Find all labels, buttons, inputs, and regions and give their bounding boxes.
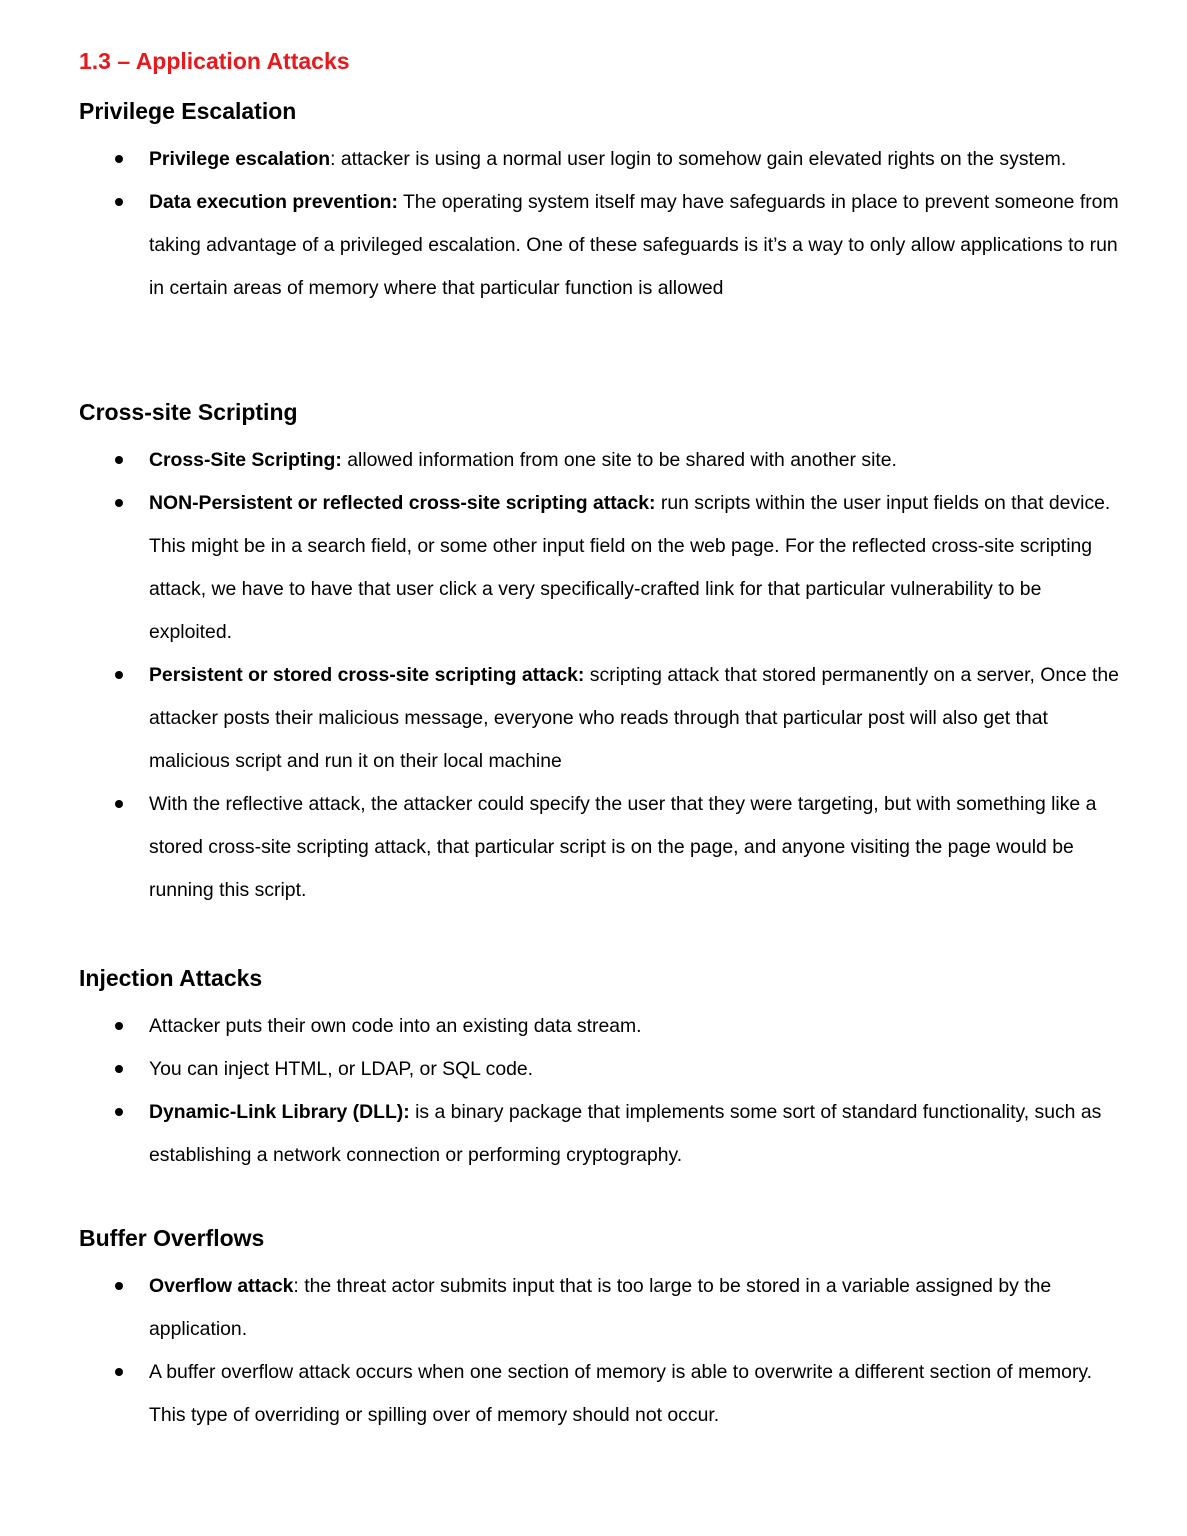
bullet-text: scripting attack that stored permanently on a server, Once the attacker posts their malicious message, everyone who reads through that particular post will also get that malicious script and run it on their local machine	[149, 664, 1119, 772]
list-item	[0, 783, 1129, 912]
bullet-icon	[115, 198, 123, 206]
section-heading-injection-attacks: Injection Attacks	[79, 965, 263, 991]
bullet-text: allowed information from one site to be shared with another site.	[341, 449, 897, 471]
bullet-icon	[115, 1065, 123, 1073]
bullet-term: Privilege escalation	[149, 148, 331, 170]
list-item	[0, 1005, 1129, 1048]
bullet-icon	[115, 1282, 123, 1290]
bullet-text: With the reflective attack, the attacker could specify the user that they were targeting, but with something like a stored cross-site scripting attack, that particular script is on the page, and anyone visiting the page would be running this script.	[149, 793, 1097, 901]
list-item	[0, 654, 1129, 783]
section-heading-privilege-escalation: Privilege Escalation	[79, 98, 297, 124]
bullet-icon	[115, 671, 123, 679]
bullet-text: The operating system itself may have safeguards in place to prevent someone from taking advantage of a privileged escalation. One of these safeguards is it’s a way to only allow applications to run in certain areas of memory where that particular function is allowed	[149, 191, 1119, 299]
document-title: 1.3 – Application Attacks	[79, 48, 350, 74]
bullet-text: : attacker is using a normal user login to somehow gain elevated rights on the system.	[330, 148, 1067, 170]
bullet-term: Cross-Site Scripting:	[149, 449, 342, 471]
bullet-text: A buffer overflow attack occurs when one section of memory is able to overwrite a different section of memory. This type of overriding or spilling over of memory should not occur.	[149, 1361, 1093, 1426]
bullet-icon	[115, 1022, 123, 1030]
bullet-icon	[115, 1368, 123, 1376]
bullet-term: Dynamic-Link Library (DLL):	[149, 1101, 410, 1123]
bullet-list-cross-site-scripting	[0, 439, 1187, 912]
bullet-term: Data execution prevention:	[149, 191, 398, 213]
bullet-text: : the threat actor submits input that is too large to be stored in a variable assigned by the application.	[149, 1275, 1052, 1340]
bullet-text: Attacker puts their own code into an existing data stream.	[149, 1015, 642, 1037]
bullet-list-buffer-overflows	[0, 1265, 1187, 1437]
bullet-list-privilege-escalation	[0, 138, 1187, 310]
bullet-text: is a binary package that implements some sort of standard functionality, such as establishing a network connection or performing cryptography.	[149, 1101, 1102, 1166]
bullet-term: Persistent or stored cross-site scripting attack:	[149, 664, 585, 686]
bullet-icon	[115, 800, 123, 808]
list-item	[0, 1091, 1129, 1177]
bullet-list-injection-attacks	[0, 1005, 1187, 1177]
bullet-text: run scripts within the user input fields on that device. This might be in a search field, or some other input field on the web page. For the reflected cross-site scripting attack, we have to have that user click a very specifically-crafted link for that particular vulnerability to be exploited.	[149, 492, 1111, 643]
bullet-icon	[115, 1108, 123, 1116]
list-item	[0, 138, 1129, 181]
bullet-icon	[115, 456, 123, 464]
bullet-text: You can inject HTML, or LDAP, or SQL code.	[149, 1058, 534, 1080]
bullet-term: NON-Persistent or reflected cross-site scripting attack:	[149, 492, 656, 514]
bullet-icon	[115, 155, 123, 163]
list-item	[0, 1351, 1129, 1437]
list-item	[0, 482, 1129, 654]
bullet-term: Overflow attack	[149, 1275, 294, 1297]
section-heading-cross-site-scripting: Cross-site Scripting	[79, 399, 298, 425]
list-item	[0, 439, 1129, 482]
bullet-icon	[115, 499, 123, 507]
section-heading-buffer-overflows: Buffer Overflows	[79, 1225, 265, 1251]
list-item	[0, 1265, 1129, 1351]
list-item	[0, 1048, 1129, 1091]
list-item	[0, 181, 1129, 310]
